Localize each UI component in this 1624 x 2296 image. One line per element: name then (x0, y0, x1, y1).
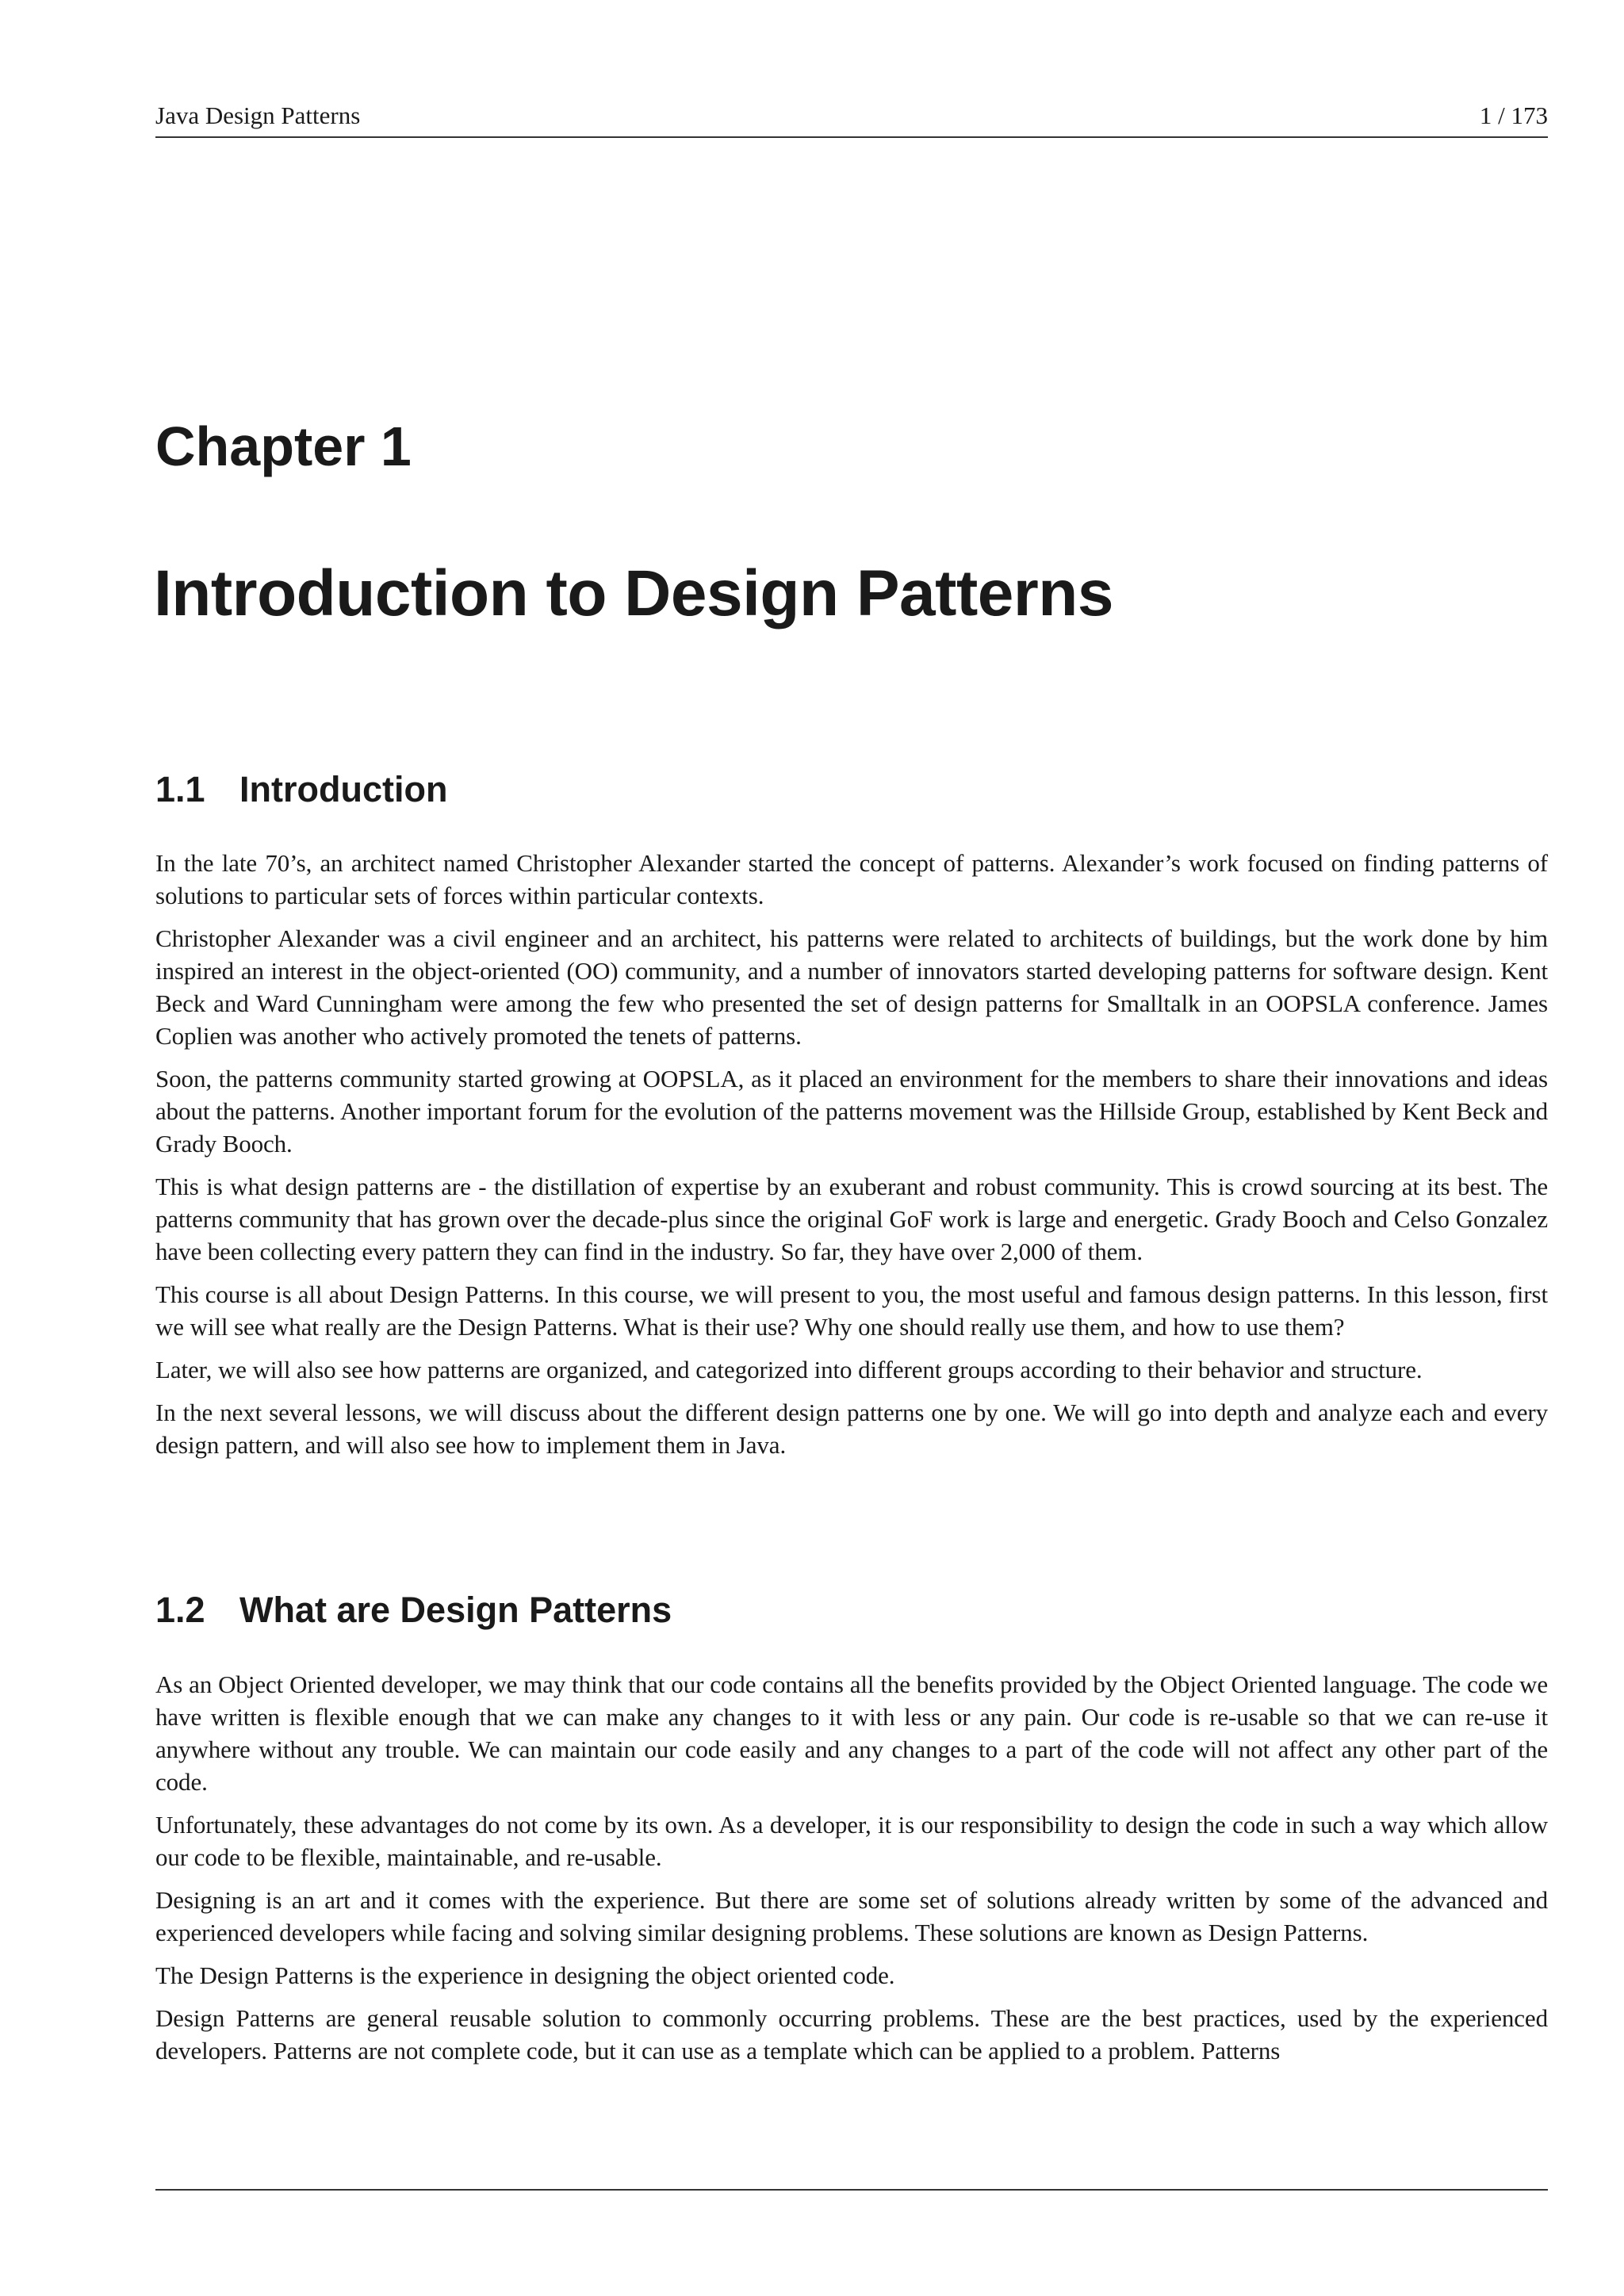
paragraph: Design Patterns are general reusable solution to commonly occurring problems. These are the best practices, used by the experienced developers. Patterns are not complete code, but it can use as a template which can be applied to a problem. Patterns (155, 2004, 1548, 2064)
paragraph: As an Object Oriented developer, we may think that our code contains all the benefits provided by the Object Oriented language. The code we have written is flexible enough that we can make any changes to it with less or any pain. Our code is re-usable so that we can re-use it anywhere without any trouble. We can maintain our code easily and any changes to a part of the code will not affect any other part of the code. (155, 1670, 1548, 1796)
paragraph: In the late 70’s, an architect named Christopher Alexander started the concept of patterns. Alexander’s work focused on finding patterns of solutions to particular sets of forces within particular contexts. (155, 849, 1548, 909)
section-number: 1.1 (155, 769, 205, 809)
chapter-label: Chapter 1 (155, 415, 412, 477)
section-heading-1-2 (155, 1586, 672, 1634)
section-title: What are Design Patterns (239, 1590, 672, 1630)
paragraph: This course is all about Design Patterns. In this course, we will present to you, the most useful and famous design patterns. In this lesson, first we will see what really are the Design Patterns. What is their use? Why one should really use them, and how to use them? (155, 1280, 1548, 1341)
footer-divider (155, 2189, 1548, 2191)
paragraph: Later, we will also see how patterns are organized, and categorized into different groups according to their behavior and structure. (155, 1356, 1423, 1383)
paragraph: Designing is an art and it comes with the experience. But there are some set of solutions already written by some of the advanced and experienced developers while facing and solving similar designing problems. These solutions are known as Design Patterns. (155, 1886, 1548, 1946)
page-header (155, 98, 1548, 138)
section-number: 1.2 (155, 1590, 205, 1630)
page-number: 1 / 173 (1479, 101, 1548, 129)
paragraph: Soon, the patterns community started growing at OOPSLA, as it placed an environment for the members to share their innovations and ideas about the patterns. Another important forum for the evolution of the patterns movement was the Hillside Group, established by Kent Beck and Grady Booch. (155, 1065, 1548, 1158)
paragraph: Christopher Alexander was a civil engineer and an architect, his patterns were related to architects of buildings, but the work done by him inspired an interest in the object-oriented (OO) community, and a number of innovators started developing patterns for software design. Kent Beck and Ward Cunningham were among the few who presented the set of design patterns for Smalltalk in an OOPSLA conference. James Coplien was another who actively promoted the tenets of patterns. (155, 924, 1548, 1050)
document-title: Java Design Patterns (155, 101, 361, 129)
paragraph: Unfortunately, these advantages do not come by its own. As a developer, it is our responsibility to design the code in such a way which allow our code to be flexible, maintainable, and re-usable. (155, 1811, 1548, 1871)
section-body-1-1 (155, 847, 1548, 1471)
paragraph: This is what design patterns are - the distillation of expertise by an exuberant and robust community. This is crowd sourcing at its best. The patterns community that has grown over the decade-plus since the original GoF work is large and energetic. Grady Booch and Celso Gonzalez have been collecting every pattern they can find in the industry. So far, they have over 2,000 of them. (155, 1173, 1548, 1265)
section-heading-1-1 (155, 766, 447, 813)
section-body-1-2 (155, 1668, 1548, 2077)
section-title: Introduction (239, 769, 448, 809)
chapter-title: Introduction to Design Patterns (154, 557, 1113, 629)
paragraph: In the next several lessons, we will discuss about the different design patterns one by one. We will go into depth and analyze each and every design pattern, and will also see how to implement them in Java. (155, 1399, 1548, 1459)
paragraph: The Design Patterns is the experience in designing the object oriented code. (155, 1961, 895, 1989)
